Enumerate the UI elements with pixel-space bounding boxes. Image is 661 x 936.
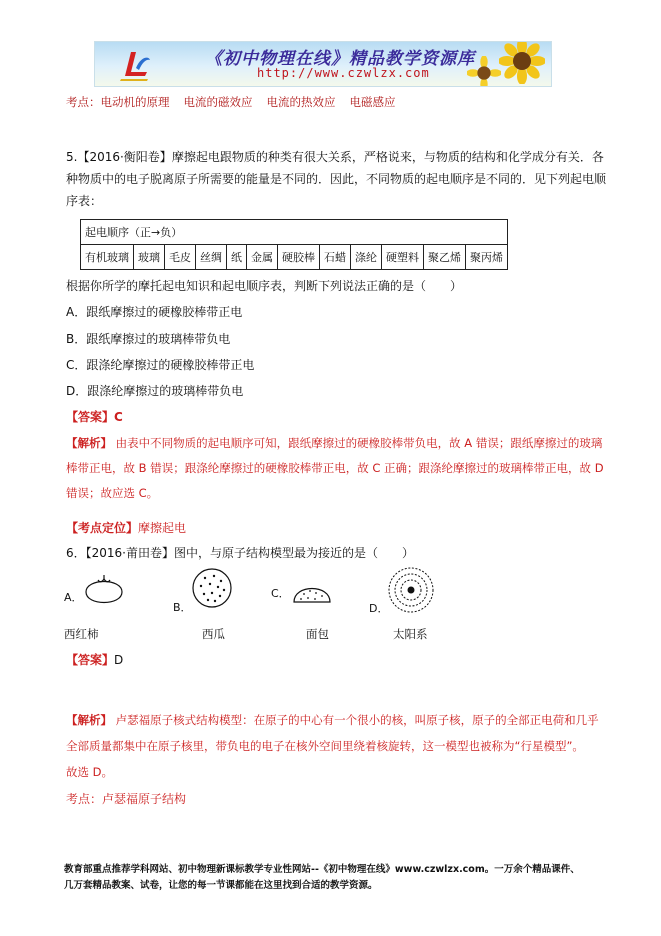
- topic-location-value: 摩擦起电: [138, 521, 187, 535]
- banner-url: http://www.czwlzx.com: [257, 66, 430, 80]
- topic-prefix: 考点：: [66, 792, 103, 806]
- question-number: 6．: [66, 546, 86, 560]
- question-stem-line: 摩擦起电跟物质的种类有很大关系，严格说来，与物质的结构和化学成分有关．各: [171, 150, 604, 164]
- table-cell: 丝绸: [196, 245, 227, 270]
- table-cell: 有机玻璃: [81, 245, 134, 270]
- question-number: 5.: [66, 150, 78, 164]
- site-logo-icon: [117, 46, 153, 82]
- table-cell: 毛皮: [165, 245, 196, 270]
- answer-line: [66, 408, 123, 425]
- topic-location-tag: 【考点定位】: [66, 521, 139, 535]
- analysis-line: 棒带正电，故 B 错误；跟涤纶摩擦过的硬橡胶棒带正电，故 C 正确；跟涤纶摩擦过的玻璃棒带正电，故 D: [66, 461, 604, 475]
- topic-line-top: [66, 94, 410, 110]
- table-cell: 硬胶棒: [278, 245, 320, 270]
- table-cell: 纸: [227, 245, 247, 270]
- figure-label-d: D．: [369, 602, 389, 615]
- footer-line: 几万套精品教案、试卷，让您的每一节课都能在这里找到合适的教学资源。: [64, 880, 378, 891]
- watermelon-icon: [190, 566, 234, 610]
- answer-tag: 【答案】: [66, 410, 115, 424]
- option-d: D．跟涤纶摩擦过的玻璃棒带负电: [66, 384, 244, 398]
- footer-line: 教育部重点推荐学科网站、初中物理新课标教学专业性网站--《初中物理在线》www.czwlzx.com。一万余个精品课件、: [64, 864, 580, 875]
- question-source: 【2016·莆田卷】: [85, 546, 174, 560]
- caption-solar-system: 太阳系: [393, 627, 428, 641]
- figure-label-a: A．: [64, 591, 83, 604]
- answer-tag: 【答案】: [66, 653, 115, 667]
- table-cell: 玻璃: [134, 245, 165, 270]
- triboelectric-series-table: [80, 219, 508, 270]
- topic-item: 电动机的原理: [100, 95, 170, 109]
- caption-watermelon: 西瓜: [202, 627, 225, 641]
- question-stem-line: 序表：: [66, 194, 103, 208]
- tomato-icon: [82, 570, 126, 610]
- topic-line-bottom: [66, 790, 186, 807]
- bread-icon: [290, 578, 334, 606]
- topic-item: 电流的热效应: [266, 95, 336, 109]
- solar-system-icon: [386, 565, 436, 615]
- option-c: C．跟涤纶摩擦过的硬橡胶棒带正电: [66, 358, 255, 372]
- table-cell: 金属: [247, 245, 278, 270]
- question-source: 【2016·衡阳卷】: [77, 150, 172, 164]
- answer-line: [66, 651, 123, 668]
- analysis-line: 卢瑟福原子核式结构模型：在原子的中心有一个很小的核，叫原子核，原子的全部正电荷和几乎: [115, 713, 599, 727]
- table-cell: 硬塑料: [382, 245, 424, 270]
- table-cell: 涤纶: [351, 245, 382, 270]
- topic-location-line: [66, 519, 186, 536]
- table-cell: 聚丙烯: [466, 245, 508, 270]
- topic-item: 电磁感应: [349, 95, 396, 109]
- question-5-prompt: 根据你所学的摩托起电知识和起电顺序表，判断下列说法正确的是（ ）: [66, 279, 463, 293]
- analysis-line: 故选 D。: [66, 765, 114, 779]
- question-stem-line: 图中，与原子结构模型最为接近的是（ ）: [174, 546, 415, 560]
- banner-title: 《初中物理在线》精品教学资源库: [205, 49, 475, 69]
- topic-item: 电流的磁效应: [183, 95, 253, 109]
- question-5-stem: [66, 146, 614, 212]
- table-cell: 聚乙烯: [424, 245, 466, 270]
- figure-label-c: C．: [271, 587, 290, 600]
- analysis-block: [66, 431, 614, 506]
- sunflower-icon: [467, 56, 501, 87]
- analysis-block: [66, 707, 614, 785]
- analysis-line: 全部质量都集中在原子核里，带负电的电子在核外空间里绕着核旋转，这一模型也被称为“行星模型”。: [66, 739, 584, 753]
- figure-label-b: B．: [173, 601, 192, 614]
- caption-bread: 面包: [306, 627, 329, 641]
- header-banner: [94, 41, 552, 87]
- question-stem-line: 种物质中的电子脱离原子所需要的能量是不同的．因此，不同物质的起电顺序是不同的．见下列起电顺: [66, 172, 607, 186]
- table-header-cell: 起电顺序（正→负）: [81, 220, 508, 245]
- option-a: A．跟纸摩擦过的硬橡胶棒带正电: [66, 305, 243, 319]
- analysis-line: 由表中不同物质的起电顺序可知，跟纸摩擦过的硬橡胶棒带负电，故 A 错误；跟纸摩擦过的玻璃: [115, 436, 603, 450]
- option-b: B．跟纸摩擦过的玻璃棒带负电: [66, 332, 231, 346]
- caption-tomato: 西红柿: [64, 627, 99, 641]
- answer-value: C: [114, 410, 123, 424]
- question-6-stem: [66, 542, 414, 564]
- answer-value: D: [114, 653, 124, 667]
- analysis-tag: 【解析】: [66, 713, 112, 727]
- analysis-line: 错误；故应选 C。: [66, 486, 159, 500]
- table-cell: 石蜡: [320, 245, 351, 270]
- topic-prefix: 考点：: [66, 95, 101, 109]
- sunflower-icon: [499, 41, 545, 84]
- page-footer: [64, 862, 609, 894]
- analysis-tag: 【解析】: [66, 436, 112, 450]
- topic-value: 卢瑟福原子结构: [102, 792, 187, 806]
- table-row: [81, 245, 508, 270]
